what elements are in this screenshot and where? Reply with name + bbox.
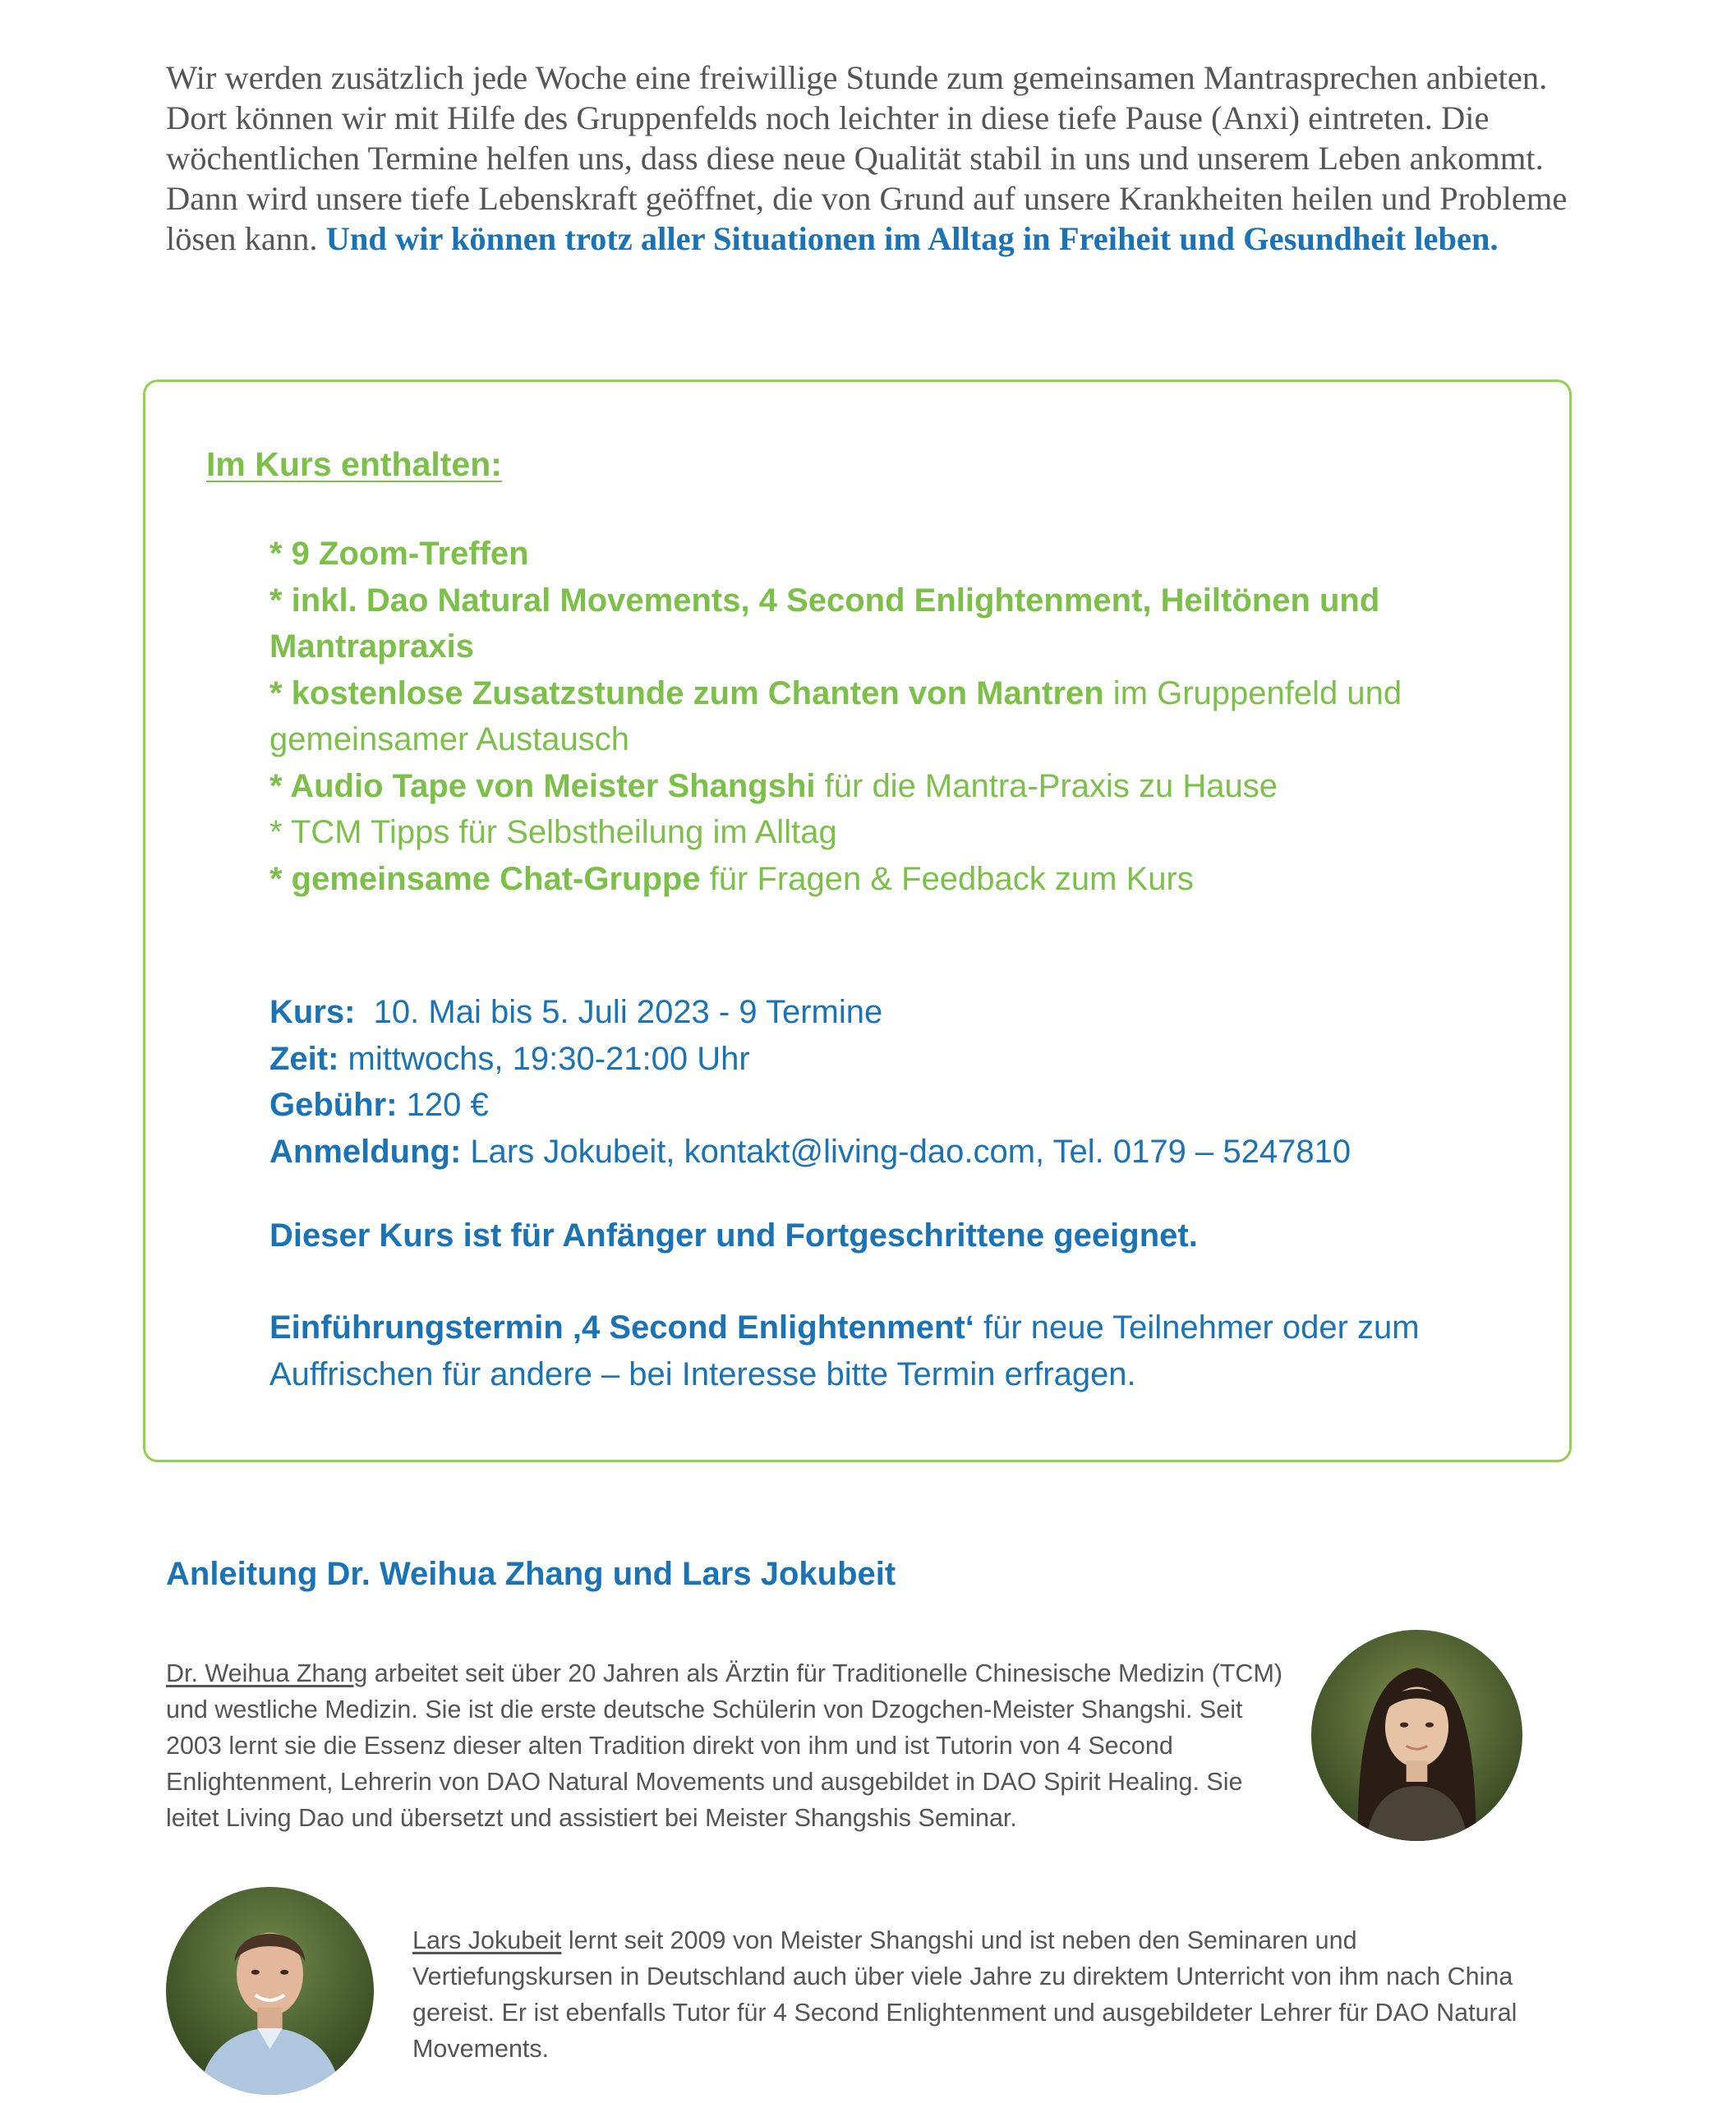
detail-gebuehr [269, 1082, 1518, 1129]
feature-bold: * 9 Zoom-Treffen [269, 536, 529, 572]
feature-bold: * inkl. Dao Natural Movements, 4 Second Enlightenment, Heiltönen und Mantrapraxis [269, 582, 1380, 665]
feature-rest: für Fragen & Feedback zum Kurs [700, 860, 1194, 897]
intro-term-bold: Einführungstermin ‚4 Second Enlightenment‘ [269, 1309, 974, 1346]
feature-rest: im Gruppenfeld und gemeinsamer Austausch [269, 674, 1402, 757]
detail-label: Kurs: [269, 994, 356, 1030]
feature-item [269, 670, 1485, 763]
feature-item [269, 531, 1485, 578]
detail-label: Zeit: [269, 1040, 339, 1077]
bio-name-lars: Lars Jokubeit [412, 1926, 562, 1954]
detail-value: mittwochs, 19:30-21:00 Uhr [338, 1040, 750, 1077]
course-heading: Im Kurs enthalten: [206, 445, 502, 483]
feature-item [269, 809, 1485, 856]
feature-bold: * gemeinsame Chat-Gruppe [269, 860, 701, 897]
course-feature-list [269, 531, 1485, 902]
feature-rest: für die Mantra-Praxis zu Hause [815, 767, 1278, 804]
intro-session-note [269, 1305, 1518, 1397]
suitability-note: Dieser Kurs ist für Anfänger und Fortgeschrittene geeignet. [269, 1217, 1198, 1254]
feature-item [269, 856, 1485, 903]
detail-label: Anmeldung: [269, 1133, 462, 1170]
bio-name-zhang: Dr. Weihua Zhang [166, 1659, 368, 1687]
detail-value: 120 € [397, 1087, 489, 1123]
intro-highlight: Und wir können trotz aller Situationen im Alltag in Freiheit und Gesundheit leben. [325, 220, 1499, 257]
detail-zeit [269, 1036, 1518, 1083]
portrait-lars-icon [166, 1887, 374, 2095]
detail-value: 10. Mai bis 5. Juli 2023 - 9 Termine [355, 994, 883, 1030]
avatar-lars-photo [166, 1887, 374, 2095]
feature-bold: * Audio Tape von Meister Shangshi [269, 767, 816, 804]
intro-term-rest: für neue Teilnehmer oder zum Auffrischen für andere – bei Interesse bitte Termin erfragen. [269, 1309, 1420, 1392]
detail-value: Lars Jokubeit, kontakt@living-dao.com, Tel. 0179 – 5247810 [461, 1133, 1352, 1170]
feature-item [269, 763, 1485, 810]
detail-anmeldung [269, 1129, 1518, 1176]
detail-label: Gebühr: [269, 1087, 398, 1123]
avatar-zhang-photo [1311, 1630, 1522, 1841]
bio-text-zhang: arbeitet seit über 20 Jahren als Ärztin für Traditionelle Chinesische Medizin (TCM) und westliche Medizin. Sie ist die erste deutsche Schülerin von Dzogchen-Meister Shangshi. Seit 2003 lernt sie die Essenz dieser alten Tradition direkt von ihm und ist Tutorin von 4 Second Enlightenment, Lehrerin von DAO Natural Movements und ausgebildet in DAO Spirit Healing. Sie leitet Living Dao und übersetzt und assistiert bei Meister Shangshis Seminar. [166, 1659, 1283, 1832]
intro-paragraph [166, 58, 1579, 259]
course-details [269, 989, 1518, 1175]
detail-kurs [269, 989, 1518, 1036]
guides-heading: Anleitung Dr. Weihua Zhang und Lars Jokubeit [166, 1556, 896, 1592]
bio-lars [412, 1922, 1546, 2067]
intro-text: Wir werden zusätzlich jede Woche eine freiwillige Stunde zum gemeinsamen Mantrasprechen anbieten. Dort können wir mit Hilfe des Gruppenfelds noch leichter in diese tiefe Pause (Anxi) eintreten. Die wöchentlichen Termine helfen uns, dass diese neue Qualität stabil in uns und unserem Leben ankommt. Dann wird unsere tiefe Lebenskraft geöffnet, die von Grund auf unsere Krankheiten heilen und Probleme lösen kann. [166, 59, 1568, 257]
feature-bold: * kostenlose Zusatzstunde zum Chanten von Mantren [269, 674, 1104, 711]
feature-item [269, 578, 1485, 670]
portrait-zhang-icon [1311, 1630, 1522, 1841]
bio-text-lars: lernt seit 2009 von Meister Shangshi und ist neben den Seminaren und Vertiefungskursen in Deutschland auch über viele Jahre zu direktem Unterricht von ihm nach China gereist. Er ist ebenfalls Tutor für 4 Second Enlightenment und ausgebildeter Lehrer für DAO Natural Movements. [412, 1926, 1517, 2063]
feature-rest: * TCM Tipps für Selbstheilung im Alltag [269, 814, 837, 850]
bio-zhang [166, 1655, 1300, 1836]
